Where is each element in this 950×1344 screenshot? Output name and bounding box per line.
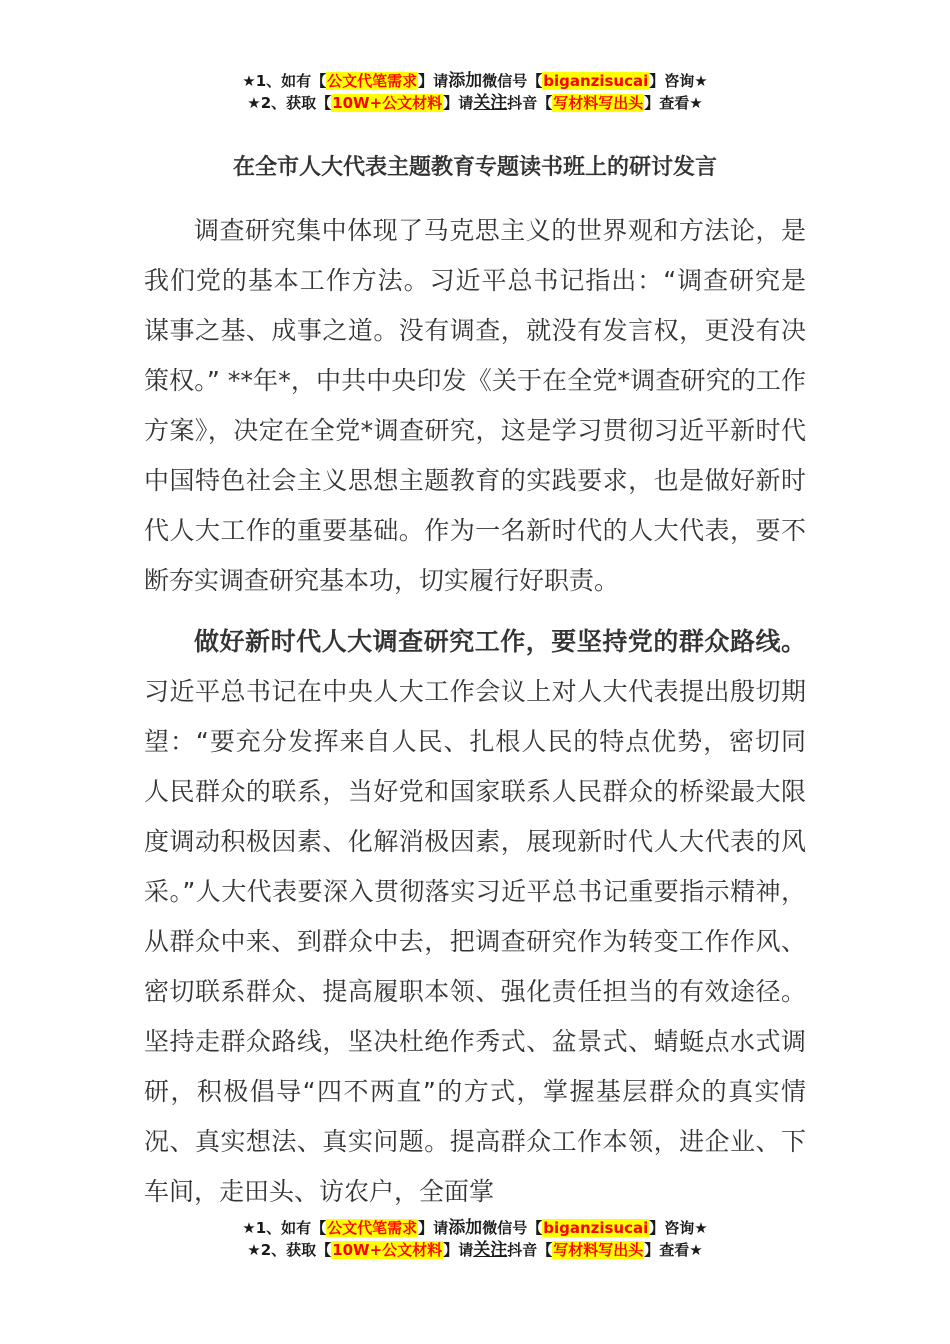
promo-line-1-bottom	[0, 1217, 950, 1239]
promo-line-1-mid2: 微信号【	[482, 1219, 543, 1237]
promo-line-2-mid: 】请	[443, 94, 474, 112]
document-paragraph-1	[144, 206, 806, 606]
promo-line-2-prefix: ★2、获取【	[247, 1241, 332, 1259]
promo-line-1-suffix: 】咨询★	[649, 72, 708, 90]
promo-highlight-materials: 10W+公文材料	[332, 1241, 443, 1259]
promo-line-1-prefix: ★1、如有【	[242, 72, 327, 90]
document-title: 在全市人大代表主题教育专题读书班上的研讨发言	[232, 155, 717, 180]
paragraph-2-text	[144, 617, 806, 1217]
promo-highlight-wechat-id: biganzisucai	[543, 72, 649, 90]
promo-line-1-mid2: 微信号【	[482, 72, 543, 90]
promo-line-1-prefix: ★1、如有【	[242, 1219, 327, 1237]
promo-line-2-suffix: 】查看★	[644, 1241, 703, 1259]
promo-line-2-mid2: 抖音【	[507, 94, 553, 112]
promo-line-2-suffix: 】查看★	[644, 94, 703, 112]
document-paragraph-2	[144, 617, 806, 1217]
promo-line-1-suffix: 】咨询★	[649, 1219, 708, 1237]
promo-line-2	[0, 92, 950, 114]
promo-line-2-mid2: 抖音【	[507, 1241, 553, 1259]
promo-highlight-wechat-id: biganzisucai	[543, 1219, 649, 1237]
promo-emphasis-add: 添加	[448, 71, 483, 91]
promo-emphasis-follow: 关注	[473, 1240, 508, 1260]
bottom-promo-banner	[0, 1217, 950, 1261]
promo-line-2-bottom	[0, 1239, 950, 1261]
promo-highlight-materials: 10W+公文材料	[332, 94, 443, 112]
promo-line-1-mid: 】请	[418, 72, 449, 90]
promo-line-2-prefix: ★2、获取【	[247, 94, 332, 112]
paragraph-2-body: 习近平总书记在中央人大工作会议上对人大代表提出殷切期望：“要充分发挥来自人民、扎根人民的特点优势，密切同人民群众的联系，当好党和国家联系人民群众的桥梁最大限度调动积极因素、化解消极因素，展现新时代人大代表的风采。”人大代表要深入贯彻落实习近平总书记重要指示精神，从群众中来、到群众中去，把调查研究作为转变工作作风、密切联系群众、提高履职本领、强化责任担当的有效途径。坚持走群众路线，坚决杜绝作秀式、盆景式、蜻蜓点水式调研，积极倡导“四不两直”的方式，掌握基层群众的真实情况、真实想法、真实问题。提高群众工作本领，进企业、下车间，走田头、访农户，全面掌	[144, 677, 806, 1206]
promo-line-2-mid: 】请	[443, 1241, 474, 1259]
paragraph-2-lead-sentence: 做好新时代人大调查研究工作，要坚持党的群众路线。	[194, 627, 806, 656]
paragraph-1-text: 调查研究集中体现了马克思主义的世界观和方法论，是我们党的基本工作方法。习近平总书记指出：“调查研究是谋事之基、成事之道。没有调查，就没有发言权，更没有决策权。” **年*，中共中央印发《关于在全党*调查研究的工作方案》，决定在全党*调查研究，这是学习贯彻习近平新时代中国特色社会主义思想主题教育的实践要求，也是做好新时代人大工作的重要基础。作为一名新时代的人大代表，要不断夯实调查研究基本功，切实履行好职责。	[144, 216, 806, 595]
promo-emphasis-follow: 关注	[473, 93, 508, 113]
promo-highlight-writing-service: 公文代笔需求	[327, 72, 418, 90]
promo-highlight-douyin-account: 写材料写出头	[553, 94, 644, 112]
promo-emphasis-add: 添加	[448, 1218, 483, 1238]
promo-line-1	[0, 70, 950, 92]
promo-highlight-writing-service: 公文代笔需求	[327, 1219, 418, 1237]
promo-line-1-mid: 】请	[418, 1219, 449, 1237]
promo-highlight-douyin-account: 写材料写出头	[553, 1241, 644, 1259]
top-promo-banner	[0, 70, 950, 114]
